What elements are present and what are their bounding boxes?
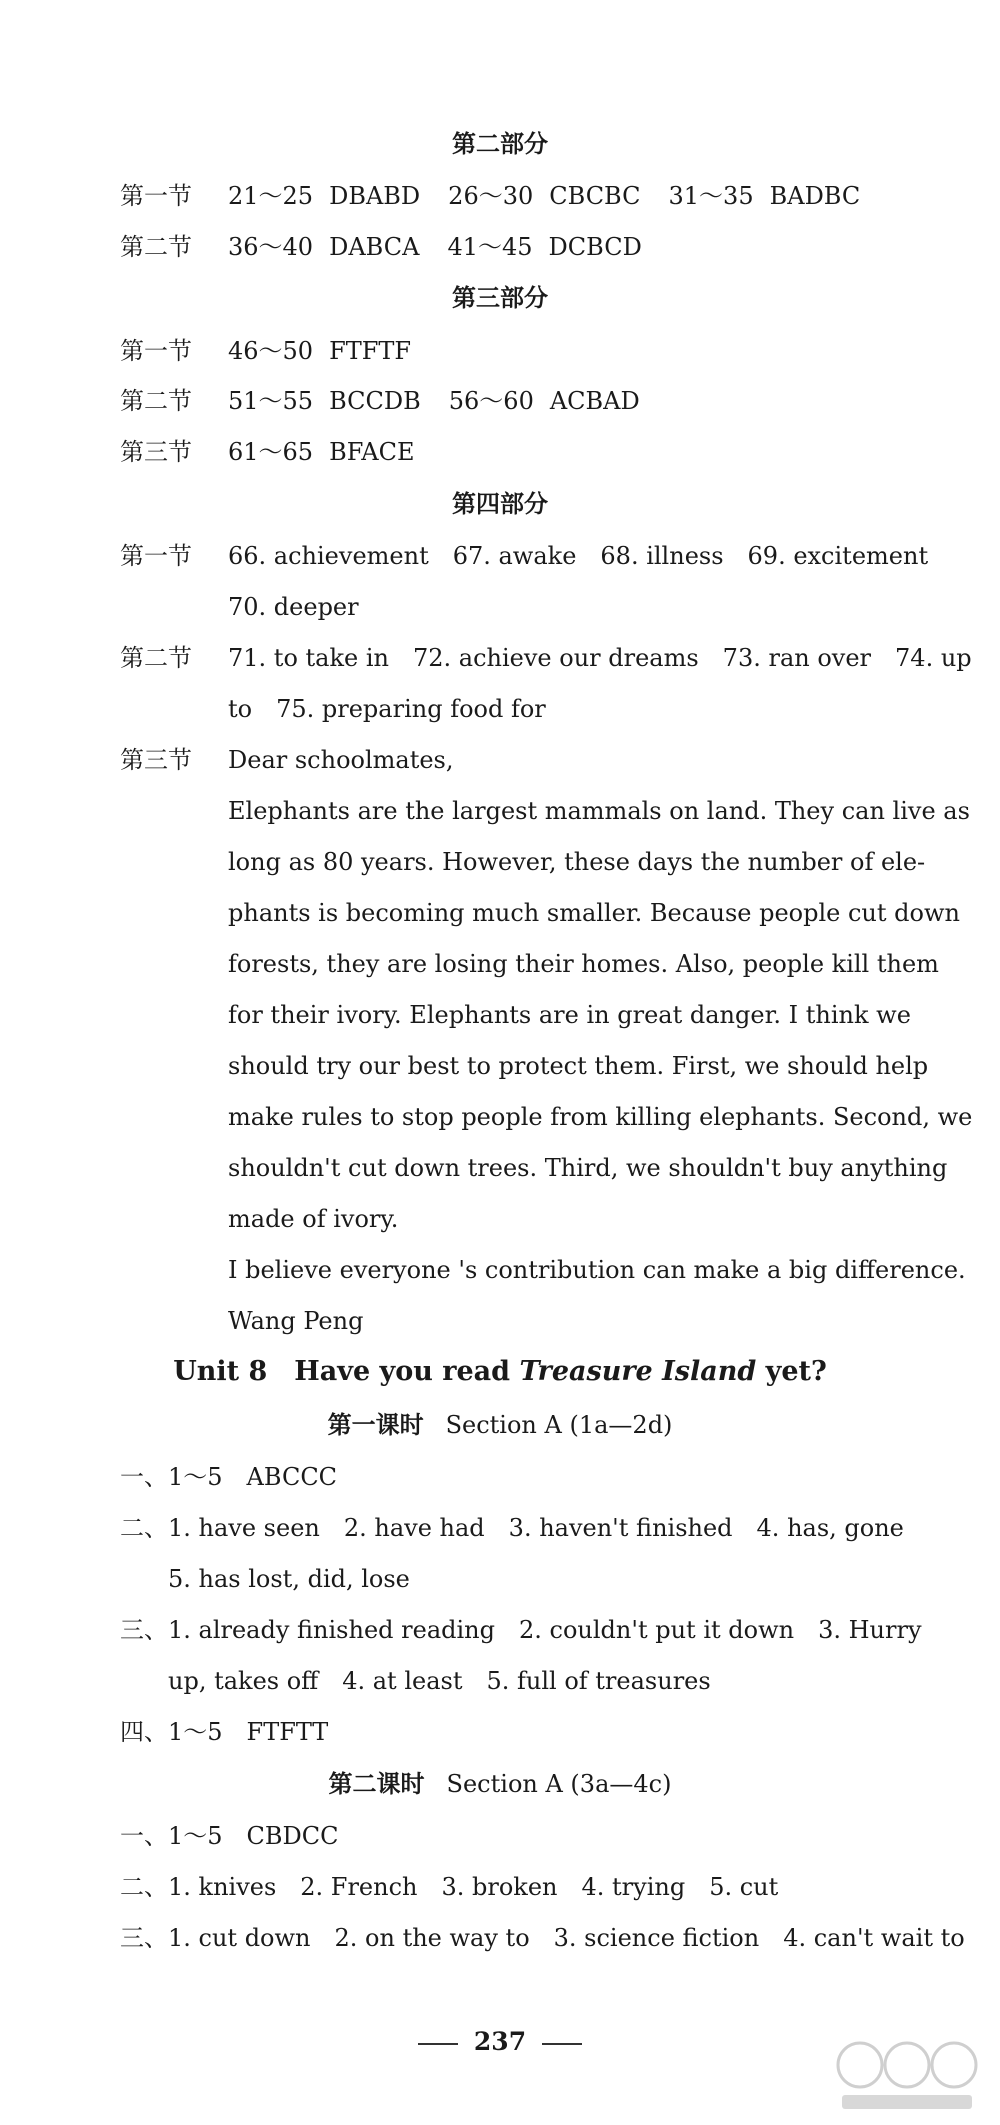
dash-left bbox=[418, 2043, 458, 2045]
essay-line: long as 80 years. However, these days the number of ele- bbox=[228, 848, 926, 876]
section-label: 第二节 bbox=[120, 644, 192, 672]
answer-letters: BFACE bbox=[329, 438, 415, 466]
lesson2-heading bbox=[0, 1768, 1000, 1800]
lesson-name: 第一课时 bbox=[327, 1410, 424, 1439]
answer-letters: FTFTF bbox=[329, 337, 412, 365]
essay-signature: Wang Peng bbox=[228, 1307, 364, 1335]
answer-range: 36～40 bbox=[228, 233, 314, 261]
part3-section3-row bbox=[120, 436, 940, 468]
part4-section3-row bbox=[120, 744, 940, 776]
answer-range: 61～65 bbox=[228, 438, 314, 466]
answer-letters: BCCDB bbox=[329, 387, 421, 415]
answer-letters: ACBAD bbox=[549, 387, 640, 415]
section-label: 第一节 bbox=[120, 182, 192, 210]
unit-title-suffix: yet? bbox=[756, 1356, 827, 1387]
answer-letters: DCBCD bbox=[548, 233, 642, 261]
section-label: 第一节 bbox=[120, 337, 192, 365]
section-label: 第二节 bbox=[120, 233, 192, 261]
part3-heading: 第三部分 bbox=[452, 283, 548, 312]
answer-text: 71. to take in 72. achieve our dreams 73. ran over 74. up bbox=[228, 644, 972, 672]
part4-heading: 第四部分 bbox=[452, 489, 548, 518]
part2-section1-row bbox=[120, 180, 940, 212]
part3-section1-row bbox=[120, 335, 940, 367]
watermark-logo-icon bbox=[832, 2035, 982, 2115]
lesson1-q3: 三、1. already finished reading 2. couldn't put it down 3. Hurry bbox=[120, 1616, 922, 1644]
answer-range: 56～60 bbox=[448, 387, 534, 415]
part4-section2-row bbox=[120, 642, 972, 674]
answer-letters: BADBC bbox=[769, 182, 861, 210]
answer-range: 51～55 bbox=[228, 387, 314, 415]
lesson2-q1: 一、1～5 CBDCC bbox=[120, 1822, 339, 1850]
essay-line: should try our best to protect them. First, we should help bbox=[228, 1052, 929, 1080]
essay-salutation: Dear schoolmates, bbox=[228, 746, 454, 774]
essay-line: make rules to stop people from killing elephants. Second, we bbox=[228, 1103, 973, 1131]
part2-section2-row bbox=[120, 231, 940, 263]
part2-heading: 第二部分 bbox=[452, 129, 548, 158]
answer-range: 31～35 bbox=[668, 182, 754, 210]
answer-range: 21～25 bbox=[228, 182, 314, 210]
lesson1-q1: 一、1～5 ABCCC bbox=[120, 1463, 338, 1491]
essay-line: I believe everyone 's contribution can make a big difference. bbox=[228, 1256, 966, 1284]
lesson1-heading bbox=[0, 1409, 1000, 1441]
section-label: 第三节 bbox=[120, 746, 192, 774]
unit-title-prefix: Unit 8 Have you read bbox=[173, 1356, 520, 1387]
essay-line: forests, they are losing their homes. Also, people kill them bbox=[228, 950, 939, 978]
lesson1-q3-continued: up, takes off 4. at least 5. full of treasures bbox=[168, 1667, 711, 1695]
lesson1-q2: 二、1. have seen 2. have had 3. haven't finished 4. has, gone bbox=[120, 1514, 904, 1542]
answer-range: 41～45 bbox=[447, 233, 533, 261]
part3-section2-row bbox=[120, 385, 940, 417]
answer-letters: DBABD bbox=[329, 182, 421, 210]
lesson-section: Section A (1a—2d) bbox=[445, 1411, 673, 1439]
answer-letters: CBCBC bbox=[549, 182, 641, 210]
lesson1-q4: 四、1～5 FTFTT bbox=[120, 1718, 329, 1746]
dash-right bbox=[542, 2043, 582, 2045]
essay-line: for their ivory. Elephants are in great danger. I think we bbox=[228, 1001, 911, 1029]
essay-line: shouldn't cut down trees. Third, we shouldn't buy anything bbox=[228, 1154, 948, 1182]
lesson-section: Section A (3a—4c) bbox=[446, 1770, 672, 1798]
unit-title bbox=[0, 1354, 1000, 1390]
part4-section1-row bbox=[120, 540, 940, 572]
answer-letters: DABCA bbox=[329, 233, 420, 261]
answer-range: 26～30 bbox=[448, 182, 534, 210]
lesson1-q2-continued: 5. has lost, did, lose bbox=[168, 1565, 410, 1593]
answer-range: 46～50 bbox=[228, 337, 314, 365]
lesson-name: 第二课时 bbox=[328, 1769, 425, 1798]
answer-text: 66. achievement 67. awake 68. illness 69. excitement bbox=[228, 542, 929, 570]
section-label: 第二节 bbox=[120, 387, 192, 415]
answer-text-continued: 70. deeper bbox=[228, 593, 359, 621]
unit-title-book: Treasure Island bbox=[519, 1356, 757, 1387]
lesson2-q3: 三、1. cut down 2. on the way to 3. science fiction 4. can't wait to bbox=[120, 1924, 965, 1952]
essay-line: made of ivory. bbox=[228, 1205, 399, 1233]
section-label: 第三节 bbox=[120, 438, 192, 466]
page-number-value: 237 bbox=[473, 2027, 527, 2056]
lesson2-q2: 二、1. knives 2. French 3. broken 4. trying 5. cut bbox=[120, 1873, 779, 1901]
answer-text-continued: to 75. preparing food for bbox=[228, 695, 546, 723]
section-label: 第一节 bbox=[120, 542, 192, 570]
essay-line: Elephants are the largest mammals on land. They can live as bbox=[228, 797, 970, 825]
essay-line: phants is becoming much smaller. Because people cut down bbox=[228, 899, 960, 927]
